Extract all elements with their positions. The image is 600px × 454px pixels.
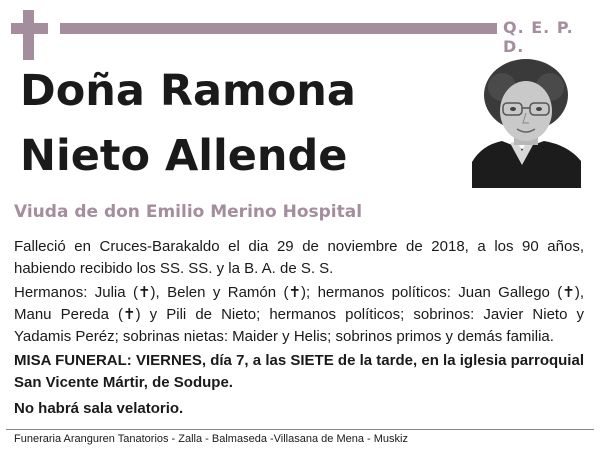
widow-of-line: Viuda de don Emilio Merino Hospital xyxy=(14,202,363,222)
header-rule xyxy=(60,23,497,34)
family-paragraph: Hermanos: Julia (✝), Belen y Ramón (✝); hermanos políticos: Juan Gallego (✝), Manu Pereda (✝) y Pili de Nieto; hermanos políticos; sobrinos: Javier Nieto y Yadamis Peréz; sobrinas nietas: Maider y Helis; sobrinos primos y demás familia. xyxy=(14,284,584,345)
funeral-home-footer: Funeraria Aranguren Tanatorios - Zalla - Balmaseda -Villasana de Mena - Muskiz xyxy=(14,433,408,445)
qepd-label: Q. E. P. D. xyxy=(503,18,574,56)
death-notice-paragraph: Falleció en Cruces-Barakaldo el dia 29 de noviembre de 2018, a los 90 años, habiendo recibido los SS. SS. y la B. A. de S. S. xyxy=(14,238,584,277)
funeral-mass-paragraph: MISA FUNERAL: VIERNES, día 7, a las SIETE de la tarde, en la iglesia parroquial San Vicente Mártir, de Sodupe. xyxy=(14,352,584,391)
wake-notice: No habrá sala velatorio. xyxy=(14,400,184,417)
cross-vertical-bar xyxy=(23,10,34,60)
portrait-photo xyxy=(472,57,581,188)
portrait-image xyxy=(472,57,581,188)
footer-divider xyxy=(6,429,594,430)
deceased-name-line2: Nieto Allende xyxy=(20,131,348,181)
cross-horizontal-bar xyxy=(11,23,48,34)
deceased-name-line1: Doña Ramona xyxy=(20,66,356,116)
